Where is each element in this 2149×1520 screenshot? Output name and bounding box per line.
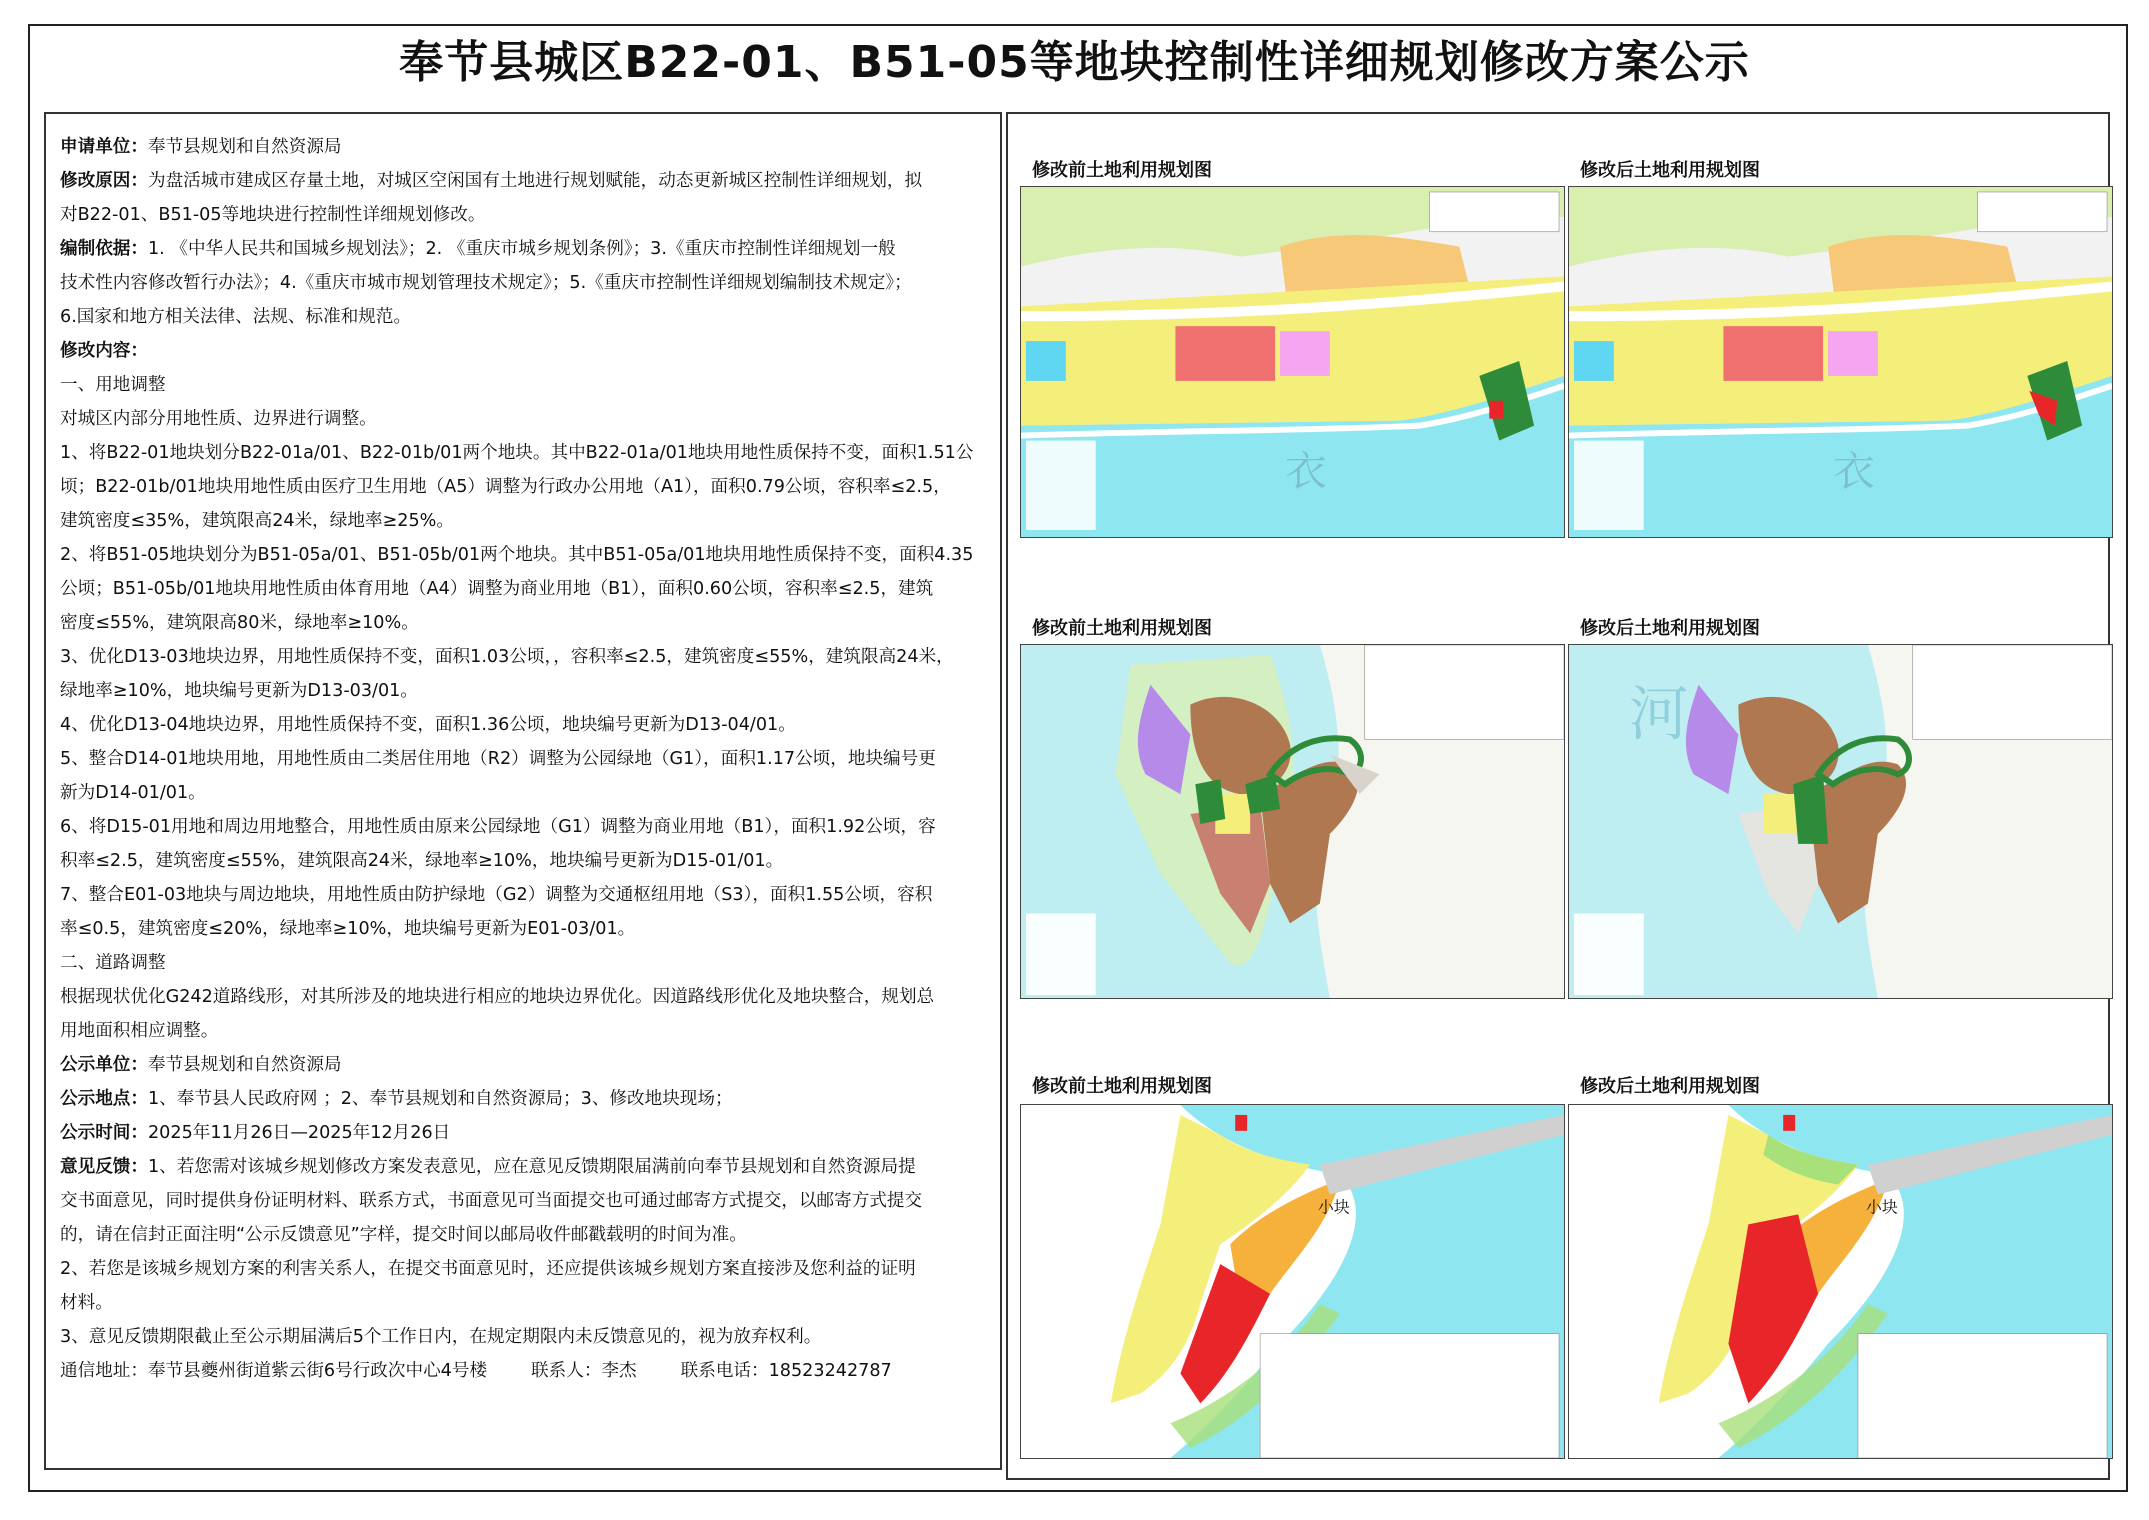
applicant-line: 申请单位：奉节县规划和自然资源局 [60,137,342,157]
feedback-line-5: 材料。 [60,1293,113,1313]
contact-person: 联系人：李杰 [531,1361,637,1381]
basis-line-2: 技术性内容修改暂行办法》；4.《重庆市城市规划管理技术规定》；5.《重庆市控制性详细规划编制技术规定》； [60,273,912,293]
feedback-line-4: 2、若您是该城乡规划方案的利害关系人，在提交书面意见时，还应提供该城乡规划方案直接涉及您利益的证明 [60,1259,916,1279]
item-line: 率≤0.5，建筑密度≤20%，绿地率≥10%，地块编号更新为E01-03/01。 [60,919,636,939]
map-after-2 [1568,644,2113,999]
feedback-line-2: 交书面意见，同时提供身份证明材料、联系方式，书面意见可当面提交也可通过邮寄方式提交，以邮寄方式提交 [60,1191,923,1211]
contact-line [60,1354,988,1388]
section2-title: 二、道路调整 [60,953,166,973]
item-line: 4、优化D13-04地块边界，用地性质保持不变，面积1.36公顷，地块编号更新为D13-04/01。 [60,715,796,735]
reason-line-2: 对B22-01、B51-05等地块进行控制性详细规划修改。 [60,205,486,225]
map-title-after-3: 修改后土地利用规划图 [1580,1076,1760,1097]
map-island-label: 小块 [1865,1197,1898,1217]
map-title-before-1: 修改前土地利用规划图 [1032,160,1212,181]
item-line: 7、整合E01-03地块与周边地块，用地性质由防护绿地（G2）调整为交通枢纽用地（S3），面积1.55公顷，容积 [60,885,933,905]
item-line: 3、优化D13-03地块边界，用地性质保持不变，面积1.03公顷，，容积率≤2.5，建筑密度≤55%，建筑限高24米， [60,647,954,667]
feedback-line-3: 的，请在信封正面注明“公示反馈意见”字样，提交时间以邮局收件邮戳载明的时间为准。 [60,1225,747,1245]
item-line: 6、将D15-01用地和周边用地整合，用地性质由原来公园绿地（G1）调整为商业用地（B1），面积1.92公顷，容 [60,817,936,837]
content-heading: 修改内容： [60,341,148,361]
item-line: 密度≤55%，建筑限高80米，绿地率≥10%。 [60,613,419,633]
item-line: 1、将B22-01地块划分B22-01a/01、B22-01b/01两个地块。其中B22-01a/01地块用地性质保持不变，面积1.51公 [60,443,974,463]
map-title-before-2: 修改前土地利用规划图 [1032,618,1212,639]
map-river-label: 河 [1628,680,1689,750]
page-title: 奉节县城区B22-01、B51-05等地块控制性详细规划修改方案公示 [399,37,1750,88]
notice-text-panel [44,112,1002,1470]
map-before-2 [1020,644,1565,999]
basis-line: 编制依据：1. 《中华人民共和国城乡规划法》；2. 《重庆市城乡规划条例》；3.《重庆市控制性详细规划一般 [60,239,896,259]
feedback-line: 意见反馈：1、若您需对该城乡规划修改方案发表意见，应在意见反馈期限届满前向奉节县规划和自然资源局提 [60,1157,916,1177]
map-after-3 [1568,1104,2113,1459]
section1-title: 一、用地调整 [60,375,166,395]
item-line: 建筑密度≤35%，建筑限高24米，绿地率≥25%。 [60,511,454,531]
maps-panel [1006,112,2110,1480]
section1-intro: 对城区内部分用地性质、边界进行调整。 [60,409,377,429]
time-line: 公示时间：2025年11月26日—2025年12月26日 [60,1123,451,1143]
feedback-line-6: 3、意见反馈期限截止至公示期届满后5个工作日内，在规定期限内未反馈意见的，视为放弃权利。 [60,1327,822,1347]
place-line: 公示地点：1、奉节县人民政府网 ；2、奉节县规划和自然资源局；3、修改地块现场； [60,1089,733,1109]
contact-address: 通信地址：奉节县夔州街道紫云街6号行政次中心4号楼 [60,1361,488,1381]
map-river-label: 衣 [1285,446,1327,496]
adjustment-items [60,436,988,946]
item-line: 绿地率≥10%，地块编号更新为D13-03/01。 [60,681,418,701]
map-river-label: 衣 [1833,446,1875,496]
section2-line: 根据现状优化G242道路线形，对其所涉及的地块进行相应的地块边界优化。因道路线形优化及地块整合，规划总 [60,987,935,1007]
item-line: 5、整合D14-01地块用地，用地性质由二类居住用地（R2）调整为公园绿地（G1），面积1.17公顷，地块编号更 [60,749,936,769]
map-title-before-3: 修改前土地利用规划图 [1032,1076,1212,1097]
map-title-after-2: 修改后土地利用规划图 [1580,618,1760,639]
publisher-line: 公示单位：奉节县规划和自然资源局 [60,1055,342,1075]
map-after-1 [1568,186,2113,538]
map-island-label: 小块 [1317,1197,1350,1217]
reason-line: 修改原因：为盘活城市建成区存量土地，对城区空闲国有土地进行规划赋能，动态更新城区控制性详细规划，拟 [60,171,923,191]
item-line: 顷；B22-01b/01地块用地性质由医疗卫生用地（A5）调整为行政办公用地（A1），面积0.79公顷，容积率≤2.5， [60,477,951,497]
item-line: 2、将B51-05地块划分为B51-05a/01、B51-05b/01两个地块。其中B51-05a/01地块用地性质保持不变，面积4.35 [60,545,974,565]
contact-phone: 联系电话：18523242787 [680,1361,892,1381]
section2-line-2: 用地面积相应调整。 [60,1021,219,1041]
item-line: 积率≤2.5，建筑密度≤55%，建筑限高24米，绿地率≥10%，地块编号更新为D15-01/01。 [60,851,784,871]
map-before-1 [1020,186,1565,538]
map-title-after-1: 修改后土地利用规划图 [1580,160,1760,181]
item-line: 新为D14-01/01。 [60,783,206,803]
map-before-3 [1020,1104,1565,1459]
basis-line-3: 6.国家和地方相关法律、法规、标准和规范。 [60,307,412,327]
item-line: 公顷；B51-05b/01地块用地性质由体育用地（A4）调整为商业用地（B1），面积0.60公顷，容积率≤2.5，建筑 [60,579,934,599]
